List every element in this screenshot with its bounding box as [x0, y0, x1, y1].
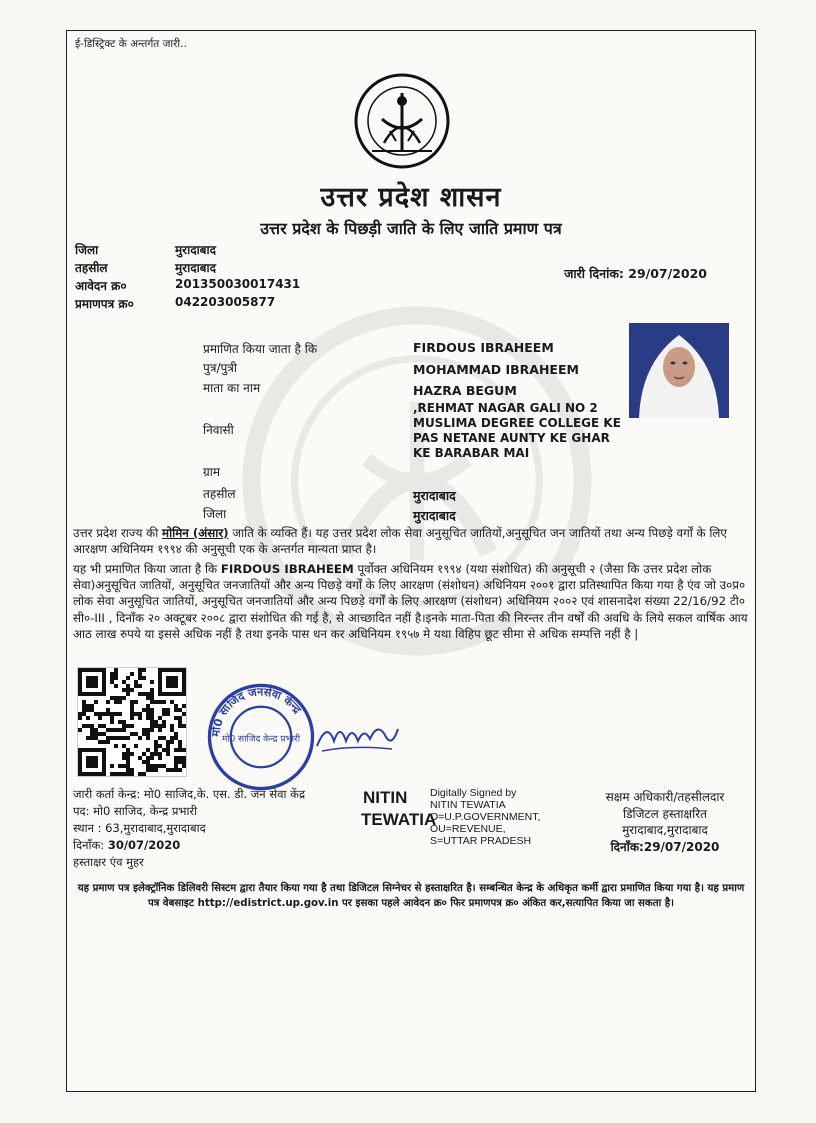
certificate-number: 042203005877 — [175, 295, 276, 309]
mother-name: HAZRA BEGUM — [413, 383, 517, 398]
certificate-title: उत्तर प्रदेश के पिछड़ी जाति के लिए जाति प्रमाण पत्र — [260, 219, 562, 238]
caste-name: मोमिन (अंसार) — [162, 526, 229, 540]
government-title: उत्तर प्रदेश शासन — [320, 182, 502, 213]
digital-sign-line-3: O=U.P.GOVERNMENT, — [430, 811, 541, 823]
creamy-layer-text: पूर्वोक्त अधिनियम १९९४ (यथा संशोधित) की अनुसूची २ (जैसा कि उत्तर प्रदेश लोक सेवा)अनुसूचित जातियों, अनुसूचित जनजातियों और अन्य पिछड़े वर्गों के लिए आरक्षण (संशोधन) अधिनियम २००१ द्वारा प्रतिस्थापित किया गया है एंव जो उ०प्र० लोक सेवा अनुसूचित जातियों, अनुसूचित जनजातियों और अन्य पिछड़े वर्गों के लिए आरक्षण (संशोधन) अधिनियम २००२ एवं शासनादेश संख्या 22/16/92 टी० सी०-III , दिनाँक २० अक्टूबर २००८ द्वारा संशोधित की गई है, से आच्छादित नहीं है।इनके माता-पिता की निरन्तर तीन वर्षों की अवधि के लिये सकल वार्षिक आय आठ लाख रुपये या इससे अधिक नहीं है तथा इनके पास धन कर अधिनियम १९५७ मे यथा विहिप छूट सीमा से अधिक सम्पत्ति नहीं है | — [73, 562, 748, 641]
tehsil-value: मुरादाबाद — [175, 261, 217, 275]
details-tehsil-label: तहसील — [203, 487, 236, 501]
district-value: मुरादाबाद — [175, 243, 217, 257]
authority-sign: डिजिटल हस्ताक्षरित — [623, 806, 707, 821]
village-label: ग्राम — [203, 465, 221, 479]
issuer-sign-label: हस्ताक्षर एंव मुहर — [73, 855, 144, 869]
issuer-date-label: दिनाँक: — [73, 838, 105, 852]
authority-block — [565, 789, 765, 855]
caste-paragraph-intro: उत्तर प्रदेश राज्य की — [73, 526, 159, 540]
digital-signature-details — [430, 787, 540, 847]
authority-place: मुरादाबाद,मुरादाबाद — [622, 823, 708, 837]
issued-under-text: ई-डिस्ट्रिक्ट के अन्तर्गत जारी.. — [75, 38, 187, 50]
authority-title: सक्षम अधिकारी/तहसीलदार — [605, 790, 725, 804]
issuer-date-value: 30/07/2020 — [107, 838, 181, 852]
caste-paragraph — [73, 525, 749, 557]
stamp-inner-text: मो0 साजिद केन्द्र प्रभारी — [221, 734, 301, 745]
issuer-place: स्थान : 63,मुरादाबाद,मुरादाबाद — [73, 821, 206, 835]
issue-date: जारी दिनांक: 29/07/2020 — [564, 266, 707, 281]
application-label: आवेदन क्र० — [75, 279, 127, 293]
digital-sign-line-5: S=UTTAR PRADESH — [430, 835, 532, 847]
issuer-stamp — [205, 681, 317, 793]
resident-label: निवासी — [203, 423, 234, 437]
authority-date: दिनाँक:29/07/2020 — [610, 839, 720, 854]
father-name: MOHAMMAD IBRAHEEM — [413, 362, 579, 377]
verification-footer: यह प्रमाण पत्र इलेक्ट्रॉनिक डिलिवरी सिस्टम द्वारा तैयार किया गया है तथा डिजिटल सिग्नेचर से हस्ताक्षरित है। सम्बन्धित केन्द्र के अधिकृत कर्मी द्वारा प्रमाणित किया गया है। यह प्रमाण पत्र वेबसाइट http://edistrict.up.gov.in पर इसका पहले आवेदन क्र० फिर प्रमाणपत्र क्र० अंकित कर,सत्यापित किया जा सकता है। — [77, 883, 745, 909]
creamy-layer-paragraph — [73, 561, 749, 642]
qr-code[interactable] — [77, 667, 187, 777]
issuer-signature — [312, 711, 402, 761]
digital-signer-name — [363, 787, 436, 831]
address-value: ,REHMAT NAGAR GALI NO 2 MUSLIMA DEGREE COLLEGE KE PAS NETANE AUNTY KE GHAR KE BARABAR MAI — [413, 401, 621, 460]
issuer-center: जारी कर्ता केन्द्र: मो0 साजिद,के. एस. डी. जन सेवा केंद्र — [73, 787, 306, 801]
applicant-name: FIRDOUS IBRAHEEM — [413, 340, 554, 355]
caste-paragraph-text: जाति के व्यक्ति हैं। यह उत्तर प्रदेश लोक सेवा अनुसूचित जातियों,अनुसूचित जन जातियों तथा अन्य पिछड़े वर्गों के लिए आरक्षण अधिनियम १९९४ की अनुसूची एक के अन्तर्गत मान्यता प्राप्त है। — [73, 526, 727, 557]
creamy-layer-name: FIRDOUS IBRAHEEM — [220, 562, 354, 576]
applicant-photo — [629, 323, 729, 418]
issuer-details — [73, 786, 305, 871]
digital-sign-line-1: Digitally Signed by — [430, 787, 517, 799]
tehsil-label: तहसील — [75, 261, 108, 275]
signer-last-name: TEWATIA — [361, 810, 437, 829]
certificate-label: प्रमाणपत्र क्र० — [75, 297, 134, 311]
details-district-label: जिला — [203, 507, 227, 521]
stamp-outer-text: मो0 साजिद जनसेवा केन्द्र — [209, 685, 304, 738]
applicant-photo-image — [629, 323, 729, 418]
issuer-date — [73, 837, 305, 854]
details-district-value: मुरादाबाद — [413, 508, 456, 523]
mother-label: माता का नाम — [203, 381, 261, 395]
issuer-designation: पद: मो0 साजिद, केन्द्र प्रभारी — [73, 804, 198, 818]
certified-label: प्रमाणित किया जाता है कि — [203, 342, 318, 356]
district-label: जिला — [75, 243, 99, 257]
application-number: 201350030017431 — [175, 277, 301, 291]
signer-first-name: NITIN — [363, 788, 408, 807]
digital-sign-line-2: NITIN TEWATIA — [430, 799, 506, 811]
relation-label: पुत्र/पुत्री — [203, 361, 238, 375]
details-tehsil-value: मुरादाबाद — [413, 488, 456, 503]
up-government-emblem-icon — [352, 71, 452, 171]
digital-sign-line-4: OU=REVENUE, — [430, 823, 506, 835]
certificate-page — [66, 30, 756, 1092]
creamy-layer-intro: यह भी प्रमाणित किया जाता है कि — [73, 562, 218, 576]
